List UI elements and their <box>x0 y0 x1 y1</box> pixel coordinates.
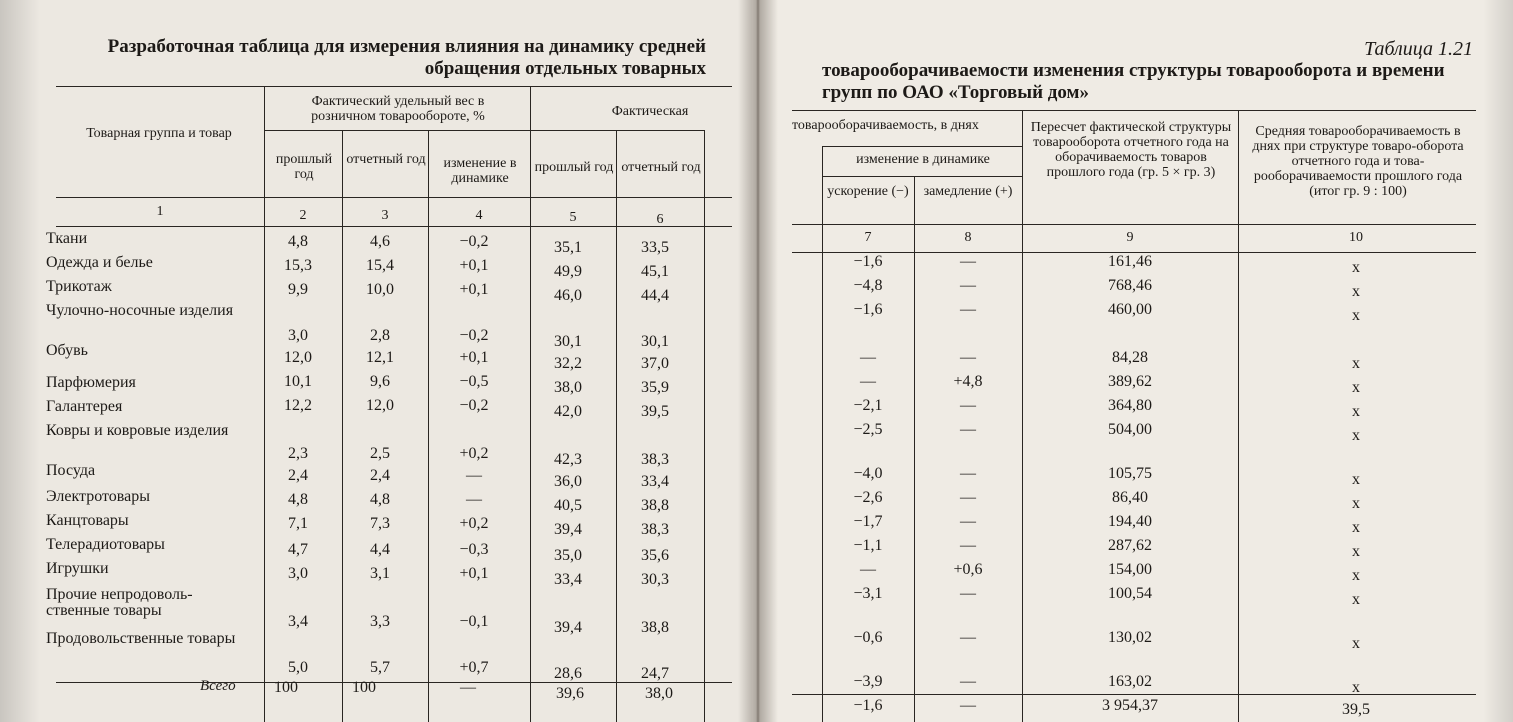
header-prev: прошлый год <box>275 152 333 182</box>
total-c3: 100 <box>352 679 376 696</box>
row-c7: −3,1 <box>853 585 883 602</box>
row-c10: x <box>1352 679 1360 696</box>
colnum-3: 3 <box>381 208 389 223</box>
row-c9: 100,54 <box>1108 585 1152 602</box>
row-c10: x <box>1352 403 1360 420</box>
row-c3: 3,1 <box>370 565 390 582</box>
colnum-1: 1 <box>156 204 164 219</box>
right-page <box>752 0 1513 722</box>
row-c5: 35,0 <box>554 547 582 564</box>
row-c8: — <box>960 253 976 270</box>
row-c6: 24,7 <box>641 665 669 682</box>
row-c10: x <box>1352 519 1360 536</box>
header-curr2: отчетный год <box>621 160 701 175</box>
row-c8: — <box>960 513 976 530</box>
row-c2: 3,0 <box>288 565 308 582</box>
row-c2: 12,2 <box>284 397 312 414</box>
right-title: товарооборачиваемости изменения структуры товарооборота и времени групп по ОАО «Торговый дом» <box>822 60 1445 103</box>
row-name: Электротовары <box>46 488 150 505</box>
row-c4: — <box>466 467 482 484</box>
colnum-4: 4 <box>475 208 483 223</box>
row-c10: x <box>1352 591 1360 608</box>
row-c2: 3,4 <box>288 613 308 630</box>
row-c7: −1,6 <box>853 253 883 270</box>
row-c2: 10,1 <box>284 373 312 390</box>
row-c2: 4,8 <box>288 491 308 508</box>
row-c4: +0,2 <box>459 445 489 462</box>
row-c6: 33,5 <box>641 239 669 256</box>
header-turnover: товарооборачиваемость, в днях <box>792 118 979 133</box>
row-name: Канцтовары <box>46 512 129 529</box>
book-gutter <box>738 0 778 722</box>
row-c8: — <box>960 489 976 506</box>
colnum-7: 7 <box>864 230 872 245</box>
row-c5: 38,0 <box>554 379 582 396</box>
row-c2: 3,0 <box>288 327 308 344</box>
row-name: Прочие непродоволь-ственные товары <box>46 586 193 619</box>
header-change: изменение в динамике <box>443 156 517 186</box>
row-c2: 2,4 <box>288 467 308 484</box>
row-c3: 10,0 <box>366 281 394 298</box>
colnum-5: 5 <box>569 210 577 225</box>
row-name: Посуда <box>46 462 96 479</box>
left-page <box>0 0 752 722</box>
row-c2: 5,0 <box>288 659 308 676</box>
row-c9: 86,40 <box>1112 489 1148 506</box>
row-c8: — <box>960 629 976 646</box>
row-c7: −2,1 <box>853 397 883 414</box>
row-c8: — <box>960 301 976 318</box>
row-c8: — <box>960 277 976 294</box>
row-name: Ткани <box>46 230 88 247</box>
header-recalc: Пересчет фактической структуры товарооборота отчетного года на оборачиваемость товаров прошлого года (гр. 5 × гр. 3) <box>1030 120 1232 180</box>
row-c4: +0,7 <box>459 659 489 676</box>
row-c7: — <box>860 349 876 366</box>
total-c6: 38,0 <box>645 685 673 702</box>
row-c7: −0,6 <box>853 629 883 646</box>
row-c8: — <box>960 585 976 602</box>
row-c10: x <box>1352 283 1360 300</box>
row-c8: — <box>960 421 976 438</box>
colnum-10: 10 <box>1349 230 1363 245</box>
row-name: Ковры и ковровые изделия <box>46 422 229 439</box>
row-c2: 4,7 <box>288 541 308 558</box>
row-c7: — <box>860 373 876 390</box>
row-c9: 105,75 <box>1108 465 1152 482</box>
row-c9: 154,00 <box>1108 561 1152 578</box>
header-accel: ускорение (−) <box>827 184 909 199</box>
row-c4: −0,3 <box>459 541 489 558</box>
row-c4: — <box>466 491 482 508</box>
row-name: Обувь <box>46 342 88 359</box>
row-c6: 35,6 <box>641 547 669 564</box>
total-c2: 100 <box>274 679 298 696</box>
row-c9: 460,00 <box>1108 301 1152 318</box>
colnum-2: 2 <box>299 208 307 223</box>
row-c10: x <box>1352 471 1360 488</box>
header-dyn: изменение в динамике <box>856 152 990 167</box>
row-c6: 38,8 <box>641 619 669 636</box>
row-c7: −4,8 <box>853 277 883 294</box>
row-c6: 39,5 <box>641 403 669 420</box>
row-c2: 7,1 <box>288 515 308 532</box>
row-c9: 504,00 <box>1108 421 1152 438</box>
row-c10: x <box>1352 259 1360 276</box>
total-c7: −1,6 <box>853 697 883 714</box>
row-name: Трикотаж <box>46 278 112 295</box>
row-c4: +0,1 <box>459 281 489 298</box>
row-c7: −1,7 <box>853 513 883 530</box>
row-c6: 44,4 <box>641 287 669 304</box>
row-c7: −1,1 <box>853 537 883 554</box>
row-c5: 30,1 <box>554 333 582 350</box>
row-c6: 30,3 <box>641 571 669 588</box>
row-c3: 2,8 <box>370 327 390 344</box>
total-c5: 39,6 <box>556 685 584 702</box>
row-c8: — <box>960 349 976 366</box>
row-c5: 39,4 <box>554 521 582 538</box>
row-c2: 12,0 <box>284 349 312 366</box>
row-c10: x <box>1352 495 1360 512</box>
header-group: Товарная группа и товар <box>86 126 232 141</box>
row-c9: 194,40 <box>1108 513 1152 530</box>
row-c8: — <box>960 537 976 554</box>
row-c5: 42,0 <box>554 403 582 420</box>
row-c10: x <box>1352 635 1360 652</box>
row-c8: — <box>960 673 976 690</box>
row-c4: −0,1 <box>459 613 489 630</box>
row-c2: 15,3 <box>284 257 312 274</box>
row-c8: — <box>960 397 976 414</box>
row-c4: −0,2 <box>459 233 489 250</box>
row-c4: +0,1 <box>459 349 489 366</box>
row-c5: 32,2 <box>554 355 582 372</box>
row-name: Игрушки <box>46 560 109 577</box>
row-c4: −0,2 <box>459 397 489 414</box>
row-c10: x <box>1352 567 1360 584</box>
row-c2: 9,9 <box>288 281 308 298</box>
row-c2: 2,3 <box>288 445 308 462</box>
header-share: Фактический удельный вес в розничном товарообороте, % <box>311 94 485 124</box>
row-c7: −3,9 <box>853 673 883 690</box>
row-c5: 39,4 <box>554 619 582 636</box>
row-c3: 2,4 <box>370 467 390 484</box>
row-c4: −0,2 <box>459 327 489 344</box>
colnum-8: 8 <box>964 230 972 245</box>
row-c9: 163,02 <box>1108 673 1152 690</box>
total-c10: 39,5 <box>1342 701 1370 718</box>
row-c5: 40,5 <box>554 497 582 514</box>
row-c4: +0,2 <box>459 515 489 532</box>
row-c9: 161,46 <box>1108 253 1152 270</box>
row-c8: +0,6 <box>953 561 983 578</box>
row-c6: 33,4 <box>641 473 669 490</box>
row-c4: +0,1 <box>459 257 489 274</box>
row-c4: +0,1 <box>459 565 489 582</box>
row-c3: 5,7 <box>370 659 390 676</box>
header-actual: Фактическая <box>611 104 689 119</box>
row-name: Парфюмерия <box>46 374 136 391</box>
row-c10: x <box>1352 307 1360 324</box>
row-name: Чулочно-носочные изделия <box>46 302 234 319</box>
row-c5: 42,3 <box>554 451 582 468</box>
row-name: Продовольственные товары <box>46 630 236 647</box>
row-c9: 364,80 <box>1108 397 1152 414</box>
row-c6: 35,9 <box>641 379 669 396</box>
row-c3: 4,6 <box>370 233 390 250</box>
row-c3: 9,6 <box>370 373 390 390</box>
colnum-6: 6 <box>656 212 664 227</box>
row-c8: — <box>960 465 976 482</box>
row-c4: −0,5 <box>459 373 489 390</box>
row-c3: 3,3 <box>370 613 390 630</box>
header-avg: Средняя товарооборачиваемость в днях при структуре товаро-оборота отчетного года и това-рооборачиваемости прошлого года (итог гр. 9 : 100) <box>1252 124 1464 199</box>
row-c3: 2,5 <box>370 445 390 462</box>
row-c9: 130,02 <box>1108 629 1152 646</box>
row-c3: 15,4 <box>366 257 394 274</box>
row-c9: 768,46 <box>1108 277 1152 294</box>
row-c6: 38,3 <box>641 521 669 538</box>
row-c7: — <box>860 561 876 578</box>
table-number: Таблица 1.21 <box>1364 38 1473 60</box>
left-title: Разработочная таблица для измерения влияния на динамику средней обращения отдельных товарных <box>107 36 706 79</box>
header-decel: замедление (+) <box>923 184 1013 199</box>
row-c5: 28,6 <box>554 665 582 682</box>
row-c3: 4,8 <box>370 491 390 508</box>
row-c10: x <box>1352 355 1360 372</box>
row-c6: 37,0 <box>641 355 669 372</box>
row-name: Галантерея <box>46 398 123 415</box>
row-c10: x <box>1352 543 1360 560</box>
row-c5: 46,0 <box>554 287 582 304</box>
total-c8: — <box>960 697 976 714</box>
row-c3: 7,3 <box>370 515 390 532</box>
row-c5: 35,1 <box>554 239 582 256</box>
row-c5: 33,4 <box>554 571 582 588</box>
colnum-9: 9 <box>1126 230 1134 245</box>
row-c6: 45,1 <box>641 263 669 280</box>
row-c7: −1,6 <box>853 301 883 318</box>
row-c7: −2,6 <box>853 489 883 506</box>
row-c8: +4,8 <box>953 373 983 390</box>
row-c3: 12,1 <box>366 349 394 366</box>
row-name: Телерадиотовары <box>46 536 165 553</box>
row-c7: −4,0 <box>853 465 883 482</box>
total-c9: 3 954,37 <box>1102 697 1158 714</box>
row-c6: 38,8 <box>641 497 669 514</box>
row-c6: 30,1 <box>641 333 669 350</box>
row-c5: 36,0 <box>554 473 582 490</box>
total-c4: — <box>460 679 476 696</box>
header-curr: отчетный год <box>346 152 426 167</box>
row-c10: x <box>1352 379 1360 396</box>
row-c2: 4,8 <box>288 233 308 250</box>
row-name: Одежда и белье <box>46 254 153 271</box>
total-label: Всего <box>200 678 236 694</box>
row-c9: 84,28 <box>1112 349 1148 366</box>
row-c9: 389,62 <box>1108 373 1152 390</box>
row-c10: x <box>1352 427 1360 444</box>
row-c9: 287,62 <box>1108 537 1152 554</box>
row-c3: 12,0 <box>366 397 394 414</box>
row-c7: −2,5 <box>853 421 883 438</box>
row-c5: 49,9 <box>554 263 582 280</box>
header-prev2: прошлый год <box>534 160 614 175</box>
row-c6: 38,3 <box>641 451 669 468</box>
row-c3: 4,4 <box>370 541 390 558</box>
